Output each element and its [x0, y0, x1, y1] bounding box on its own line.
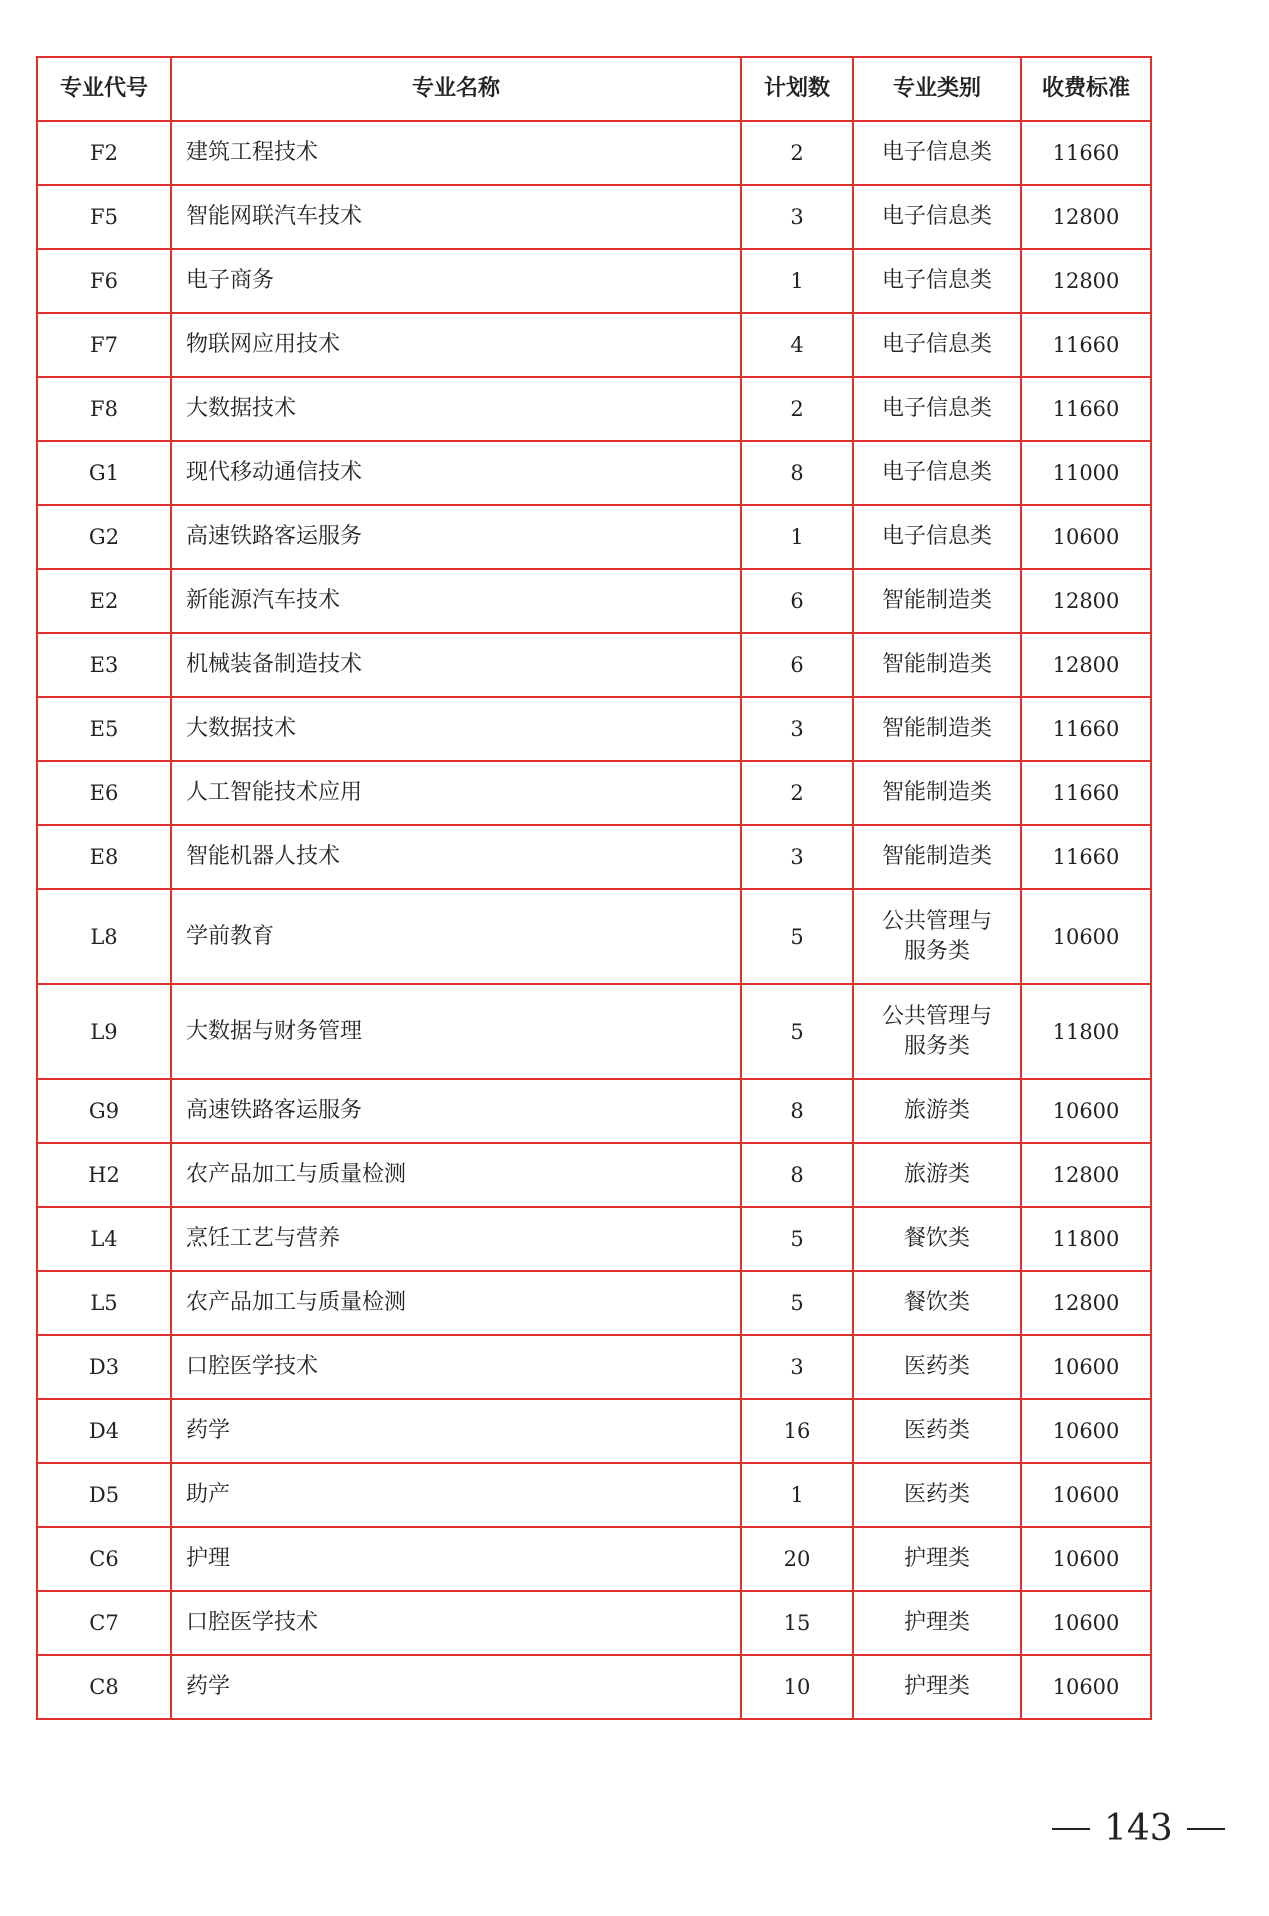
count-cell: 8 — [741, 1143, 853, 1207]
name-cell: 现代移动通信技术 — [171, 441, 741, 505]
table-row — [37, 1143, 1151, 1207]
name-cell: 烹饪工艺与营养 — [171, 1207, 741, 1271]
fee-cell: 11000 — [1021, 441, 1151, 505]
name-cell: 大数据技术 — [171, 697, 741, 761]
fee-cell: 10600 — [1021, 1527, 1151, 1591]
category-cell: 电子信息类 — [853, 185, 1021, 249]
fee-cell: 11660 — [1021, 761, 1151, 825]
table-row — [37, 1655, 1151, 1719]
table-row — [37, 984, 1151, 1079]
category-cell: 智能制造类 — [853, 825, 1021, 889]
category-cell: 电子信息类 — [853, 377, 1021, 441]
table-row — [37, 1207, 1151, 1271]
code-cell: D3 — [37, 1335, 171, 1399]
name-cell: 口腔医学技术 — [171, 1335, 741, 1399]
fee-cell: 10600 — [1021, 889, 1151, 984]
count-cell: 3 — [741, 185, 853, 249]
category-cell: 医药类 — [853, 1463, 1021, 1527]
name-cell: 高速铁路客运服务 — [171, 505, 741, 569]
count-cell: 16 — [741, 1399, 853, 1463]
fee-cell: 11660 — [1021, 377, 1151, 441]
category-cell: 电子信息类 — [853, 441, 1021, 505]
count-cell: 4 — [741, 313, 853, 377]
code-cell: F2 — [37, 121, 171, 185]
table-row — [37, 1463, 1151, 1527]
fee-cell: 10600 — [1021, 1655, 1151, 1719]
code-cell: H2 — [37, 1143, 171, 1207]
code-cell: L8 — [37, 889, 171, 984]
count-cell: 6 — [741, 633, 853, 697]
category-cell: 电子信息类 — [853, 505, 1021, 569]
category-cell: 餐饮类 — [853, 1271, 1021, 1335]
code-cell: G2 — [37, 505, 171, 569]
table-row — [37, 889, 1151, 984]
fee-cell: 11660 — [1021, 121, 1151, 185]
table-body — [37, 121, 1151, 1719]
name-cell: 智能机器人技术 — [171, 825, 741, 889]
code-cell: F5 — [37, 185, 171, 249]
name-cell: 学前教育 — [171, 889, 741, 984]
code-cell: F8 — [37, 377, 171, 441]
category-cell: 护理类 — [853, 1527, 1021, 1591]
category-cell: 旅游类 — [853, 1079, 1021, 1143]
category-line: 公共管理与 — [881, 908, 992, 934]
name-cell: 农产品加工与质量检测 — [171, 1143, 741, 1207]
table-row — [37, 1271, 1151, 1335]
category-cell: 旅游类 — [853, 1143, 1021, 1207]
name-cell: 药学 — [171, 1655, 741, 1719]
fee-cell: 10600 — [1021, 1591, 1151, 1655]
name-cell: 农产品加工与质量检测 — [171, 1271, 741, 1335]
category-cell: 电子信息类 — [853, 249, 1021, 313]
name-cell: 智能网联汽车技术 — [171, 185, 741, 249]
count-cell: 10 — [741, 1655, 853, 1719]
code-cell: G9 — [37, 1079, 171, 1143]
name-cell: 大数据技术 — [171, 377, 741, 441]
count-cell: 2 — [741, 761, 853, 825]
count-cell: 2 — [741, 377, 853, 441]
code-cell: E3 — [37, 633, 171, 697]
table-row — [37, 377, 1151, 441]
count-cell: 3 — [741, 697, 853, 761]
header-category: 专业类别 — [853, 57, 1021, 121]
count-cell: 1 — [741, 249, 853, 313]
majors-table — [36, 56, 1152, 1720]
table-row — [37, 441, 1151, 505]
header-name: 专业名称 — [171, 57, 741, 121]
fee-cell: 11660 — [1021, 313, 1151, 377]
fee-cell: 11660 — [1021, 697, 1151, 761]
category-cell: 护理类 — [853, 1655, 1021, 1719]
category-line: 公共管理与 — [881, 1003, 992, 1029]
category-cell: 智能制造类 — [853, 569, 1021, 633]
count-cell: 15 — [741, 1591, 853, 1655]
category-line: 服务类 — [903, 938, 970, 964]
header-count: 计划数 — [741, 57, 853, 121]
name-cell: 助产 — [171, 1463, 741, 1527]
dash-right — [1187, 1828, 1225, 1830]
table-header-row — [37, 57, 1151, 121]
fee-cell: 12800 — [1021, 249, 1151, 313]
code-cell: L4 — [37, 1207, 171, 1271]
table-row — [37, 1079, 1151, 1143]
table-row — [37, 1335, 1151, 1399]
header-code: 专业代号 — [37, 57, 171, 121]
fee-cell: 12800 — [1021, 185, 1151, 249]
code-cell: D5 — [37, 1463, 171, 1527]
count-cell: 5 — [741, 889, 853, 984]
name-cell: 建筑工程技术 — [171, 121, 741, 185]
count-cell: 5 — [741, 984, 853, 1079]
category-cell: 医药类 — [853, 1335, 1021, 1399]
fee-cell: 10600 — [1021, 505, 1151, 569]
fee-cell: 12800 — [1021, 569, 1151, 633]
code-cell: E6 — [37, 761, 171, 825]
name-cell: 人工智能技术应用 — [171, 761, 741, 825]
table-row — [37, 761, 1151, 825]
category-cell: 智能制造类 — [853, 633, 1021, 697]
count-cell: 6 — [741, 569, 853, 633]
page-number — [1052, 1808, 1225, 1849]
count-cell: 1 — [741, 1463, 853, 1527]
name-cell: 电子商务 — [171, 249, 741, 313]
fee-cell: 12800 — [1021, 633, 1151, 697]
table-row — [37, 1399, 1151, 1463]
table-row — [37, 249, 1151, 313]
category-cell: 护理类 — [853, 1591, 1021, 1655]
code-cell: L9 — [37, 984, 171, 1079]
table-row — [37, 1591, 1151, 1655]
code-cell: D4 — [37, 1399, 171, 1463]
count-cell: 8 — [741, 441, 853, 505]
fee-cell: 10600 — [1021, 1399, 1151, 1463]
count-cell: 20 — [741, 1527, 853, 1591]
count-cell: 3 — [741, 1335, 853, 1399]
table-row — [37, 313, 1151, 377]
name-cell: 口腔医学技术 — [171, 1591, 741, 1655]
category-cell: 电子信息类 — [853, 313, 1021, 377]
code-cell: E2 — [37, 569, 171, 633]
table-row — [37, 569, 1151, 633]
category-cell: 智能制造类 — [853, 697, 1021, 761]
code-cell: E5 — [37, 697, 171, 761]
code-cell: F6 — [37, 249, 171, 313]
name-cell: 物联网应用技术 — [171, 313, 741, 377]
table-row — [37, 1527, 1151, 1591]
name-cell: 新能源汽车技术 — [171, 569, 741, 633]
count-cell: 3 — [741, 825, 853, 889]
fee-cell: 11800 — [1021, 984, 1151, 1079]
category-cell — [853, 889, 1021, 984]
table-row — [37, 697, 1151, 761]
name-cell: 药学 — [171, 1399, 741, 1463]
category-line: 服务类 — [903, 1033, 970, 1059]
table-row — [37, 505, 1151, 569]
fee-cell: 12800 — [1021, 1143, 1151, 1207]
table-row — [37, 825, 1151, 889]
code-cell: L5 — [37, 1271, 171, 1335]
fee-cell: 12800 — [1021, 1271, 1151, 1335]
count-cell: 1 — [741, 505, 853, 569]
fee-cell: 11800 — [1021, 1207, 1151, 1271]
code-cell: C8 — [37, 1655, 171, 1719]
category-cell: 医药类 — [853, 1399, 1021, 1463]
code-cell: C6 — [37, 1527, 171, 1591]
dash-left — [1052, 1828, 1090, 1830]
name-cell: 大数据与财务管理 — [171, 984, 741, 1079]
table-row — [37, 121, 1151, 185]
fee-cell: 10600 — [1021, 1079, 1151, 1143]
category-cell: 餐饮类 — [853, 1207, 1021, 1271]
code-cell: G1 — [37, 441, 171, 505]
count-cell: 5 — [741, 1271, 853, 1335]
code-cell: E8 — [37, 825, 171, 889]
count-cell: 8 — [741, 1079, 853, 1143]
category-cell: 智能制造类 — [853, 761, 1021, 825]
name-cell: 机械装备制造技术 — [171, 633, 741, 697]
category-cell — [853, 984, 1021, 1079]
category-cell: 电子信息类 — [853, 121, 1021, 185]
name-cell: 护理 — [171, 1527, 741, 1591]
count-cell: 5 — [741, 1207, 853, 1271]
fee-cell: 11660 — [1021, 825, 1151, 889]
fee-cell: 10600 — [1021, 1463, 1151, 1527]
page-number-text: 143 — [1104, 1808, 1173, 1849]
code-cell: F7 — [37, 313, 171, 377]
code-cell: C7 — [37, 1591, 171, 1655]
name-cell: 高速铁路客运服务 — [171, 1079, 741, 1143]
table-row — [37, 633, 1151, 697]
header-fee: 收费标准 — [1021, 57, 1151, 121]
table-row — [37, 185, 1151, 249]
fee-cell: 10600 — [1021, 1335, 1151, 1399]
count-cell: 2 — [741, 121, 853, 185]
